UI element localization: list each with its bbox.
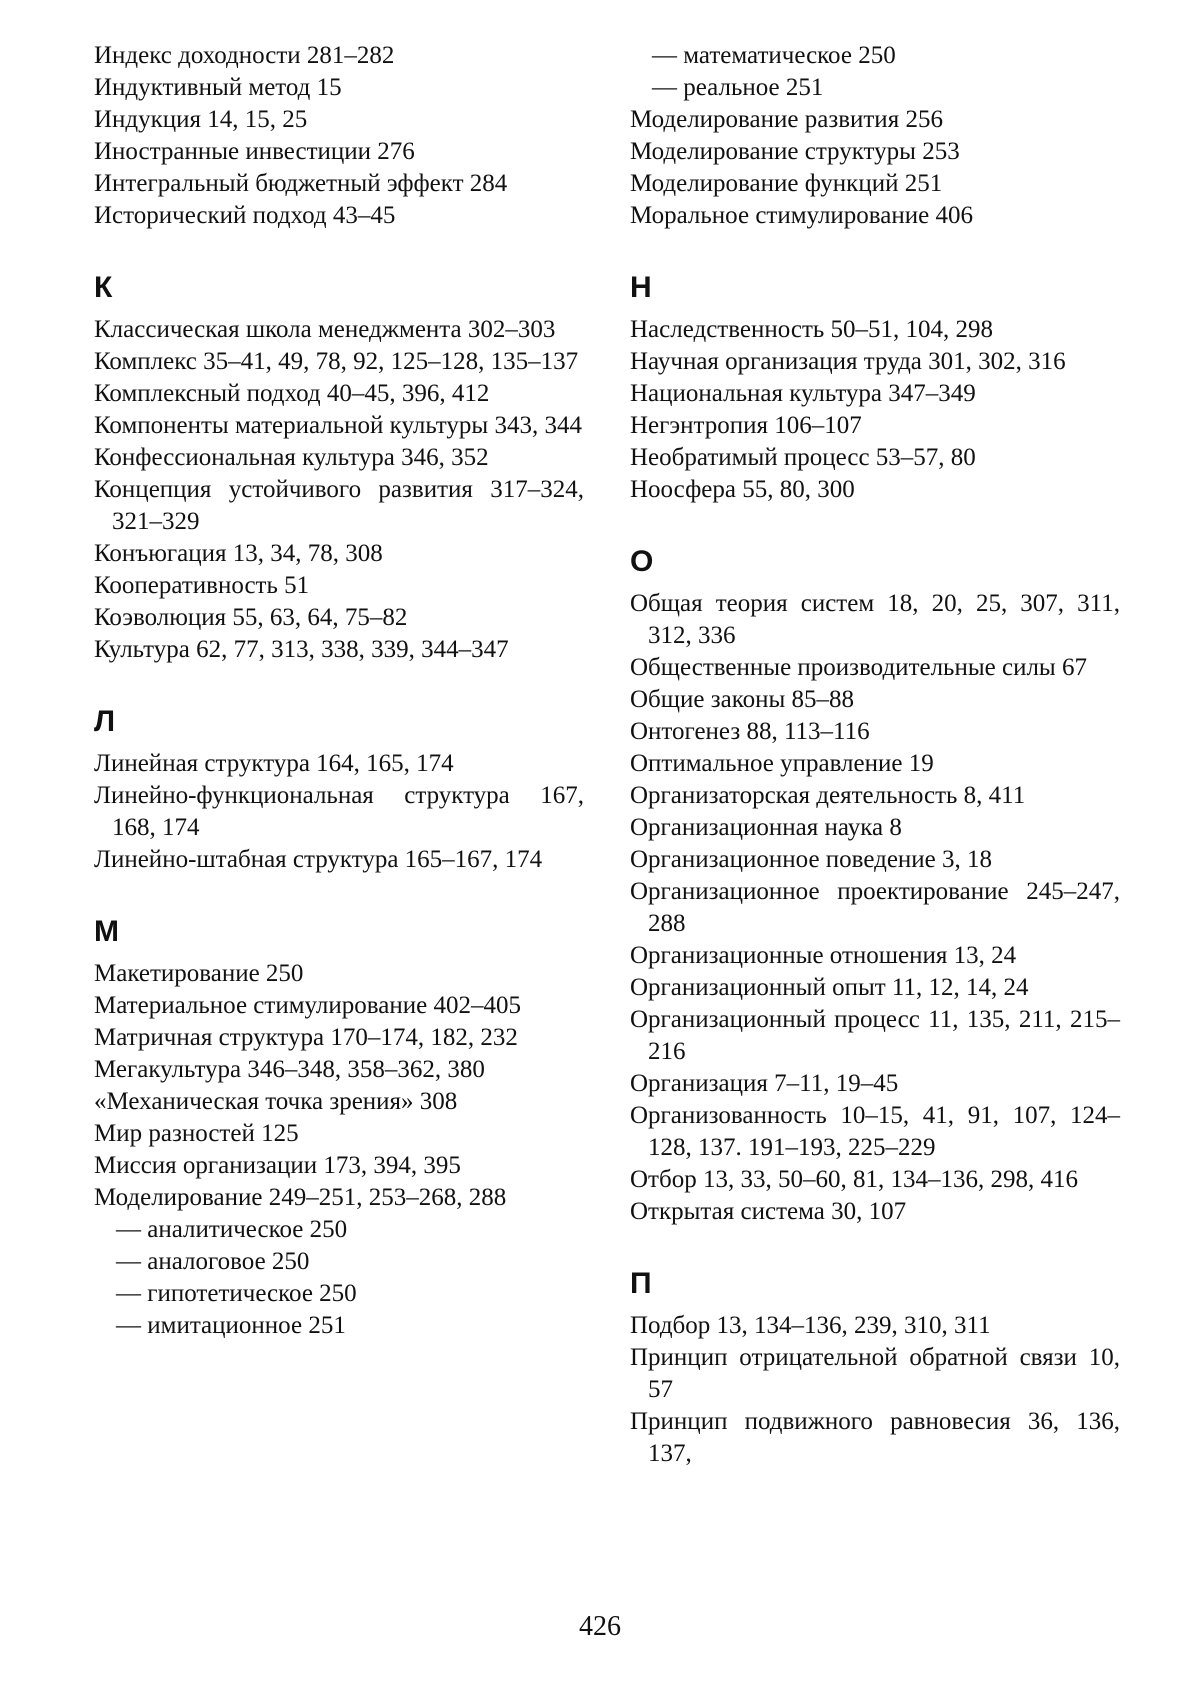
page-number: 426	[579, 1611, 621, 1642]
index-entry: Моделирование 249–251, 253–268, 288	[94, 1184, 507, 1211]
index-entry: Общественные производительные силы 67	[630, 654, 1087, 681]
section-letter-heading: П	[630, 1267, 652, 1300]
section-letter-heading: Л	[94, 705, 116, 738]
index-section	[630, 544, 1120, 1228]
index-entry: Исторический подход 43–45	[94, 202, 396, 229]
index-entry: Ноосфера 55, 80, 300	[630, 476, 855, 503]
index-entry: Общие законы 85–88	[630, 686, 855, 713]
index-entry: Необратимый процесс 53–57, 80	[630, 444, 976, 471]
index-section	[630, 270, 1120, 506]
index-entry: Материальное стимулирование 402–405	[94, 992, 521, 1019]
index-entry: Организация 7–11, 19–45	[630, 1070, 899, 1097]
index-entry: Негэнтропия 106–107	[630, 412, 862, 439]
index-entry: Национальная культура 347–349	[630, 380, 976, 407]
index-entry: Организационный процесс 11, 135, 211, 215–216	[630, 1006, 1120, 1065]
index-entry: Макетирование 250	[94, 960, 304, 987]
index-entry: Моделирование развития 256	[630, 106, 943, 133]
index-entry: Моделирование функций 251	[630, 170, 943, 197]
index-section	[94, 914, 584, 1342]
index-entry: Отбор 13, 33, 50–60, 81, 134–136, 298, 416	[630, 1166, 1078, 1193]
index-entry: Индуктивный метод 15	[94, 74, 342, 101]
index-entry: Организованность 10–15, 41, 91, 107, 124–128, 137. 191–193, 225–229	[630, 1102, 1120, 1161]
index-entry: Научная организация труда 301, 302, 316	[630, 348, 1066, 375]
index-entry: Индекс доходности 281–282	[94, 42, 395, 69]
index-entry: Интегральный бюджетный эффект 284	[94, 170, 508, 197]
index-entry: Линейная структура 164, 165, 174	[94, 750, 454, 777]
index-entry: Классическая школа менеджмента 302–303	[94, 316, 556, 343]
index-entry: Мегакультура 346–348, 358–362, 380	[94, 1056, 485, 1083]
index-entry: Организационный опыт 11, 12, 14, 24	[630, 974, 1029, 1001]
index-entry: Организационная наука 8	[630, 814, 902, 841]
index-entry: Открытая система 30, 107	[630, 1198, 907, 1225]
index-entry: Организационное проектирование 245–247, 288	[630, 878, 1120, 937]
index-entry: Принцип отрицательной обратной связи 10, 57	[630, 1344, 1120, 1403]
index-subentry: — гипотетическое 250	[116, 1280, 357, 1307]
index-entry: Кооперативность 51	[94, 572, 310, 599]
section-letter-heading: Н	[630, 271, 652, 304]
index-entry: Конъюгация 13, 34, 78, 308	[94, 540, 383, 567]
index-entry: Принцип подвижного равновесия 36, 136, 137,	[630, 1408, 1120, 1467]
index-subentry: — аналитическое 250	[116, 1216, 348, 1243]
index-entry: Миссия организации 173, 394, 395	[94, 1152, 461, 1179]
index-entry: Конфессиональная культура 346, 352	[94, 444, 489, 471]
index-entry: Моделирование структуры 253	[630, 138, 960, 165]
index-entry: Линейно-функциональная структура 167, 168, 174	[94, 782, 584, 841]
section-letter-heading: О	[630, 545, 654, 578]
index-column-left	[94, 40, 584, 1342]
index-entry: «Механическая точка зрения» 308	[94, 1088, 458, 1115]
index-entry: Организаторская деятельность 8, 411	[630, 782, 1026, 809]
section-letter-heading: К	[94, 271, 113, 304]
index-entry: Иностранные инвестиции 276	[94, 138, 415, 165]
index-entry: Матричная структура 170–174, 182, 232	[94, 1024, 518, 1051]
index-entry: Комплекс 35–41, 49, 78, 92, 125–128, 135–137	[94, 348, 579, 375]
index-section	[630, 40, 1120, 232]
index-section	[94, 40, 584, 232]
index-entry: Онтогенез 88, 113–116	[630, 718, 870, 745]
index-entry: Организационные отношения 13, 24	[630, 942, 1017, 969]
index-subentry: — аналоговое 250	[116, 1248, 310, 1275]
index-entry: Концепция устойчивого развития 317–324, 321–329	[94, 476, 584, 535]
index-entry: Коэволюция 55, 63, 64, 75–82	[94, 604, 408, 631]
index-section	[630, 1266, 1120, 1470]
index-entry: Общая теория систем 18, 20, 25, 307, 311, 312, 336	[630, 590, 1120, 649]
index-entry: Подбор 13, 134–136, 239, 310, 311	[630, 1312, 991, 1339]
index-entry: Линейно-штабная структура 165–167, 174	[94, 846, 543, 873]
index-entry: Комплексный подход 40–45, 396, 412	[94, 380, 490, 407]
index-entry: Индукция 14, 15, 25	[94, 106, 308, 133]
section-letter-heading: М	[94, 915, 119, 948]
index-entry: Наследственность 50–51, 104, 298	[630, 316, 994, 343]
index-entry: Культура 62, 77, 313, 338, 339, 344–347	[94, 636, 509, 663]
index-subentry: — имитационное 251	[116, 1312, 346, 1339]
index-column-right	[630, 40, 1120, 1470]
index-subentry: — математическое 250	[652, 42, 896, 69]
index-section	[94, 704, 584, 876]
index-entry: Мир разностей 125	[94, 1120, 299, 1147]
index-subentry: — реальное 251	[652, 74, 824, 101]
index-entry: Оптимальное управление 19	[630, 750, 934, 777]
index-entry: Компоненты материальной культуры 343, 344	[94, 412, 582, 439]
index-entry: Моральное стимулирование 406	[630, 202, 973, 229]
index-entry: Организационное поведение 3, 18	[630, 846, 993, 873]
index-section	[94, 270, 584, 666]
